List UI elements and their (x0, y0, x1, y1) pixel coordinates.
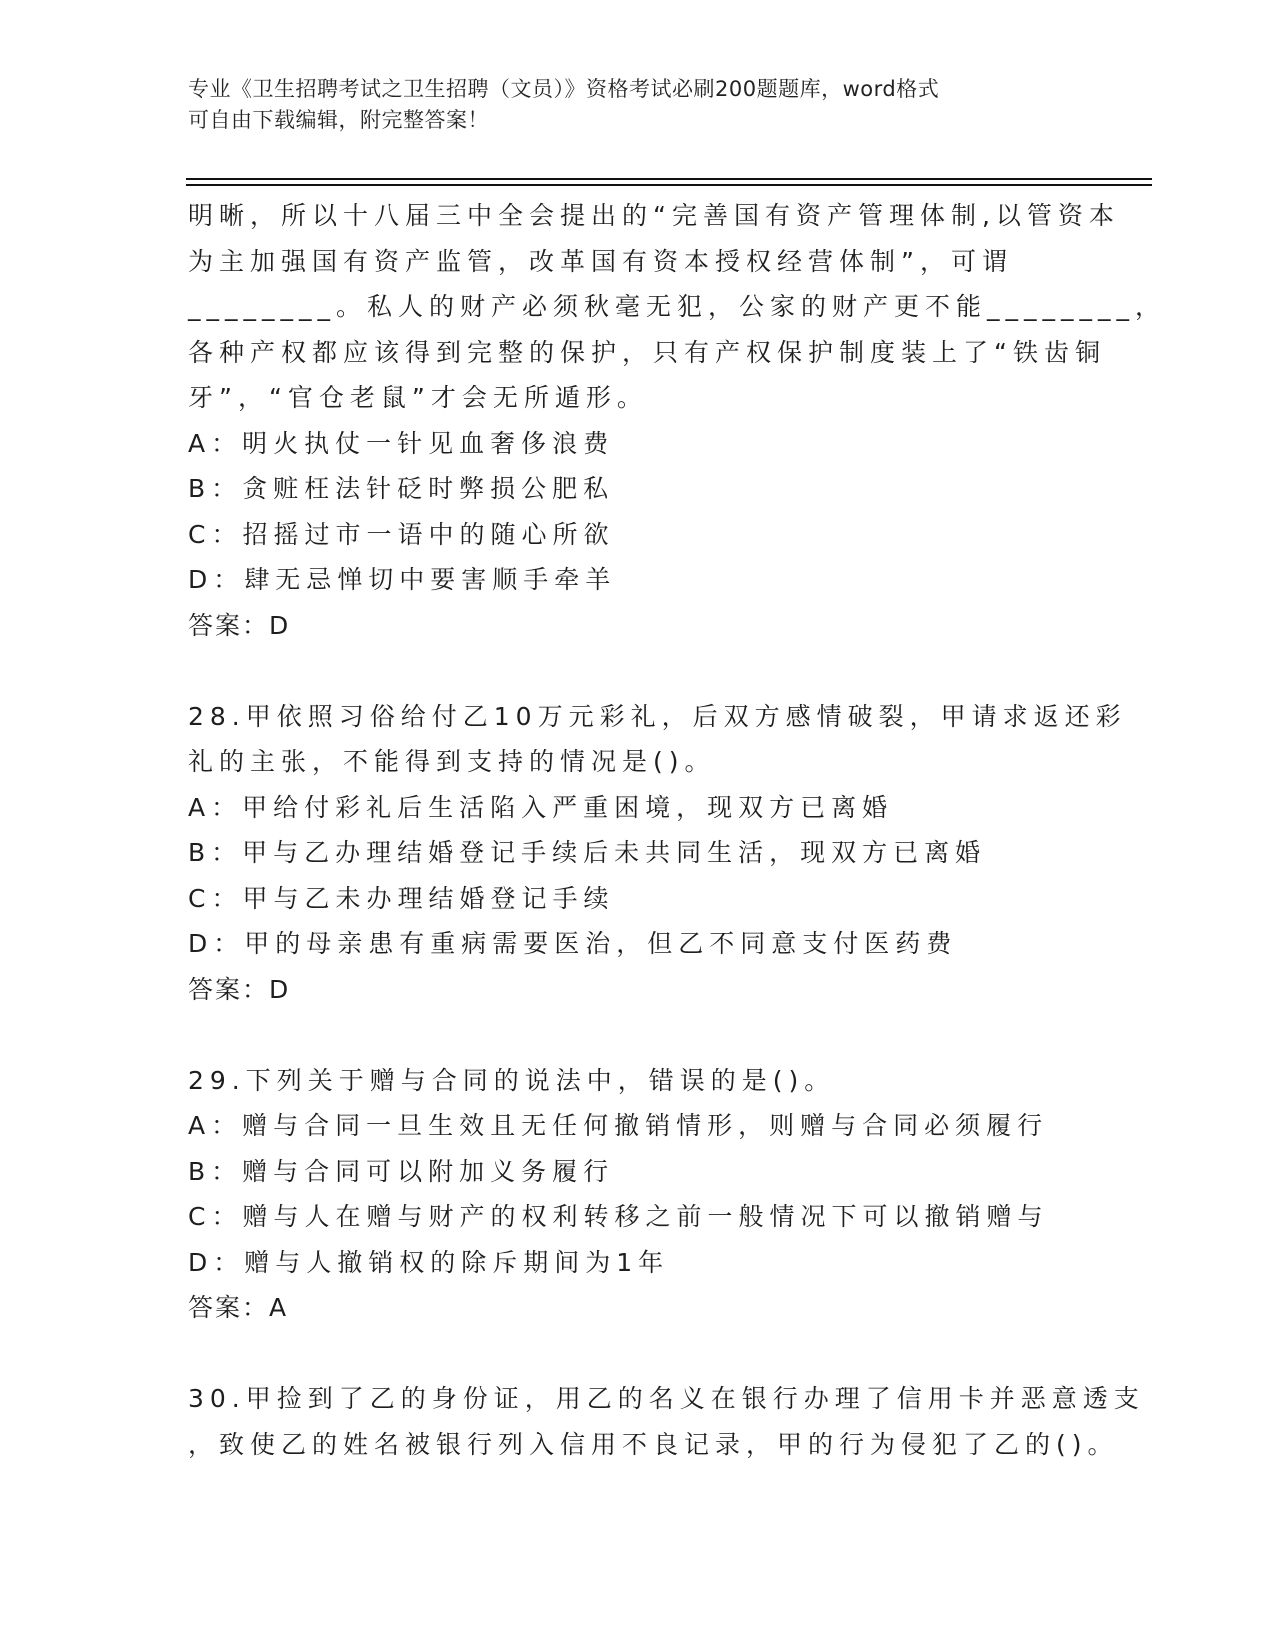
option-c: C：招摇过市一语中的随心所欲 (188, 519, 615, 549)
question-29 (188, 1058, 1068, 1331)
question-27 (188, 193, 1167, 648)
question-text-line: ________。私人的财产必须秋毫无犯，公家的财产更不能________， (188, 292, 1167, 321)
option-a: A：明火执仗一针见血奢侈浪费 (188, 428, 615, 458)
option-c: C：甲与乙未办理结婚登记手续 (188, 883, 615, 913)
header-divider-bottom (186, 184, 1152, 186)
question-text-line: 30.甲捡到了乙的身份证，用乙的名义在银行办理了信用卡并恶意透支 (188, 1384, 1145, 1413)
question-28 (188, 694, 1127, 1013)
spacer (188, 1331, 1068, 1377)
option-c: C：赠与人在赠与财产的权利转移之前一般情况下可以撤销赠与 (188, 1202, 1049, 1231)
spacer (188, 1012, 1068, 1058)
question-text-line: 为主加强国有资产监管，改革国有资本授权经营体制”，可谓 (188, 246, 1013, 276)
question-text-line: ，致使乙的姓名被银行列入信用不良记录，甲的行为侵犯了乙的()。 (188, 1429, 1119, 1459)
page-header (188, 74, 1088, 136)
question-30 (188, 1376, 1145, 1467)
spacer (188, 648, 1068, 694)
answer-label: 答案：A (188, 1293, 289, 1322)
question-text-line: 牙”，“官仓老鼠”才会无所遁形。 (188, 383, 648, 412)
option-d: D：赠与人撤销权的除斥期间为1年 (188, 1247, 670, 1277)
question-text-line: 各种产权都应该得到完整的保护，只有产权保护制度装上了“铁齿铜 (188, 337, 1106, 367)
option-d: D：甲的母亲患有重病需要医治，但乙不同意支付医药费 (188, 929, 958, 958)
header-line-1: 专业《卫生招聘考试之卫生招聘（文员）》资格考试必刷200题题库，word格式 (188, 77, 940, 101)
question-list (188, 193, 1167, 1467)
question-text-line: 28.甲依照习俗给付乙10万元彩礼，后双方感情破裂，甲请求返还彩 (188, 701, 1127, 731)
option-b: B：甲与乙办理结婚登记手续后未共同生活，现双方已离婚 (188, 838, 987, 867)
header-divider-top (186, 178, 1152, 180)
question-text-line: 29.下列关于赠与合同的说法中，错误的是()。 (188, 1065, 836, 1095)
question-text-line: 礼的主张，不能得到支持的情况是()。 (188, 747, 716, 776)
option-b: B：贪赃枉法针砭时弊损公肥私 (188, 474, 615, 503)
option-d: D：肆无忌惮切中要害顺手牵羊 (188, 565, 617, 594)
answer-label: 答案：D (188, 974, 291, 1004)
question-text-line: 明晰，所以十八届三中全会提出的“完善国有资产管理体制,以管资本 (188, 201, 1120, 230)
header-line-2: 可自由下载编辑，附完整答案！ (188, 108, 489, 132)
answer-label: 答案：D (188, 610, 291, 640)
option-a: A：甲给付彩礼后生活陷入严重困境，现双方已离婚 (188, 792, 894, 822)
option-b: B：赠与合同可以附加义务履行 (188, 1156, 615, 1186)
option-a: A：赠与合同一旦生效且无任何撤销情形，则赠与合同必须履行 (188, 1111, 1049, 1140)
